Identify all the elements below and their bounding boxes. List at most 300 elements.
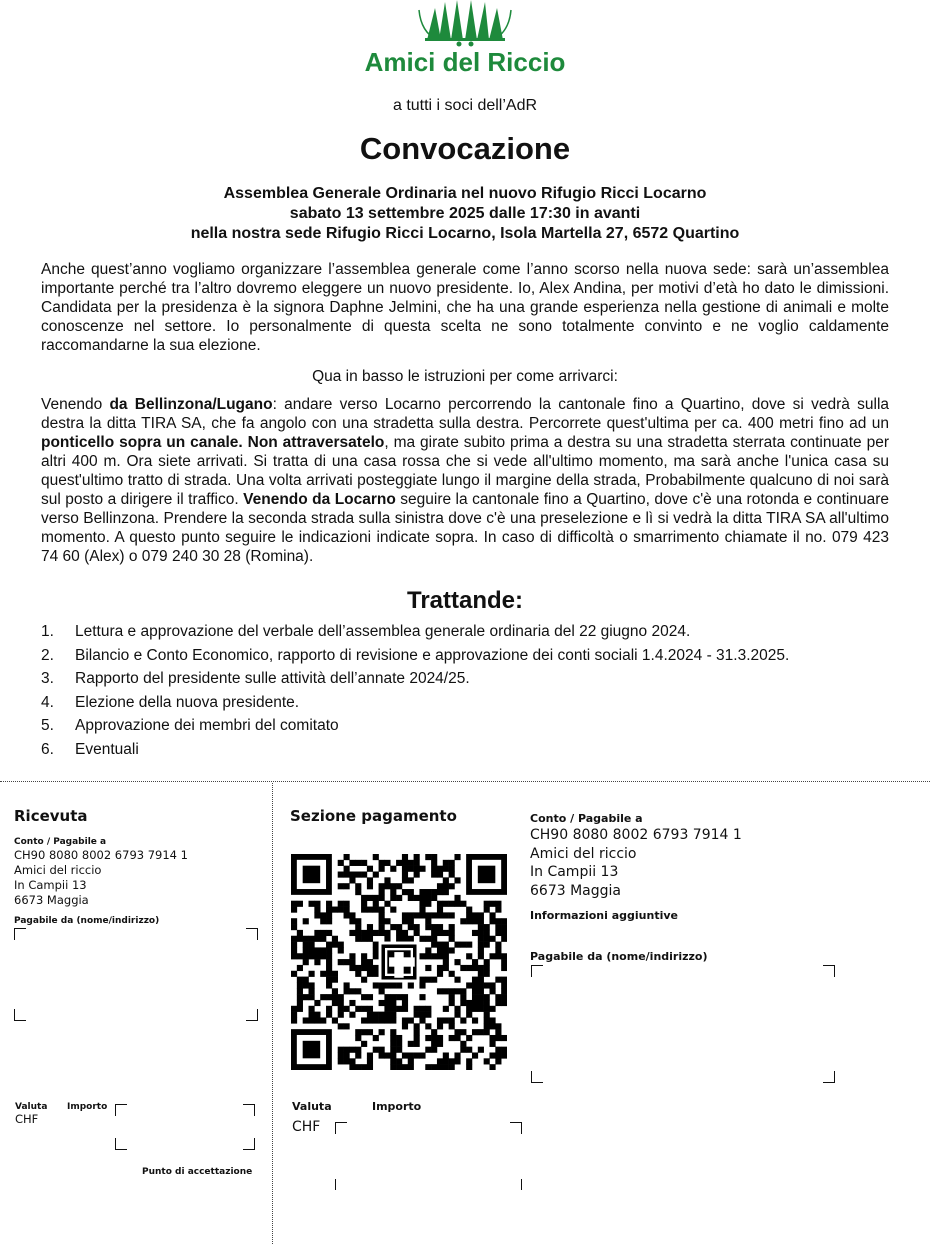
- payable-by-box-corner: [531, 1071, 543, 1083]
- payment-creditor-city: 6673 Maggia: [530, 882, 621, 899]
- qr-module: [326, 1012, 332, 1018]
- agenda-item: [41, 693, 901, 717]
- qr-module: [419, 953, 425, 959]
- qr-module: [367, 965, 373, 971]
- qr-module: [367, 877, 373, 883]
- qr-module: [454, 1058, 460, 1064]
- qr-module: [425, 1047, 431, 1053]
- qr-module: [419, 994, 425, 1000]
- qr-module: [344, 912, 350, 918]
- qr-module: [297, 994, 303, 1000]
- qr-module: [449, 883, 455, 889]
- qr-module: [425, 895, 431, 901]
- qr-module: [478, 1029, 484, 1035]
- qr-module: [344, 901, 350, 907]
- qr-module: [332, 942, 338, 948]
- qr-module: [379, 1029, 385, 1035]
- payment-iban: CH90 8080 8002 6793 7914 1: [530, 827, 742, 843]
- qr-module: [489, 1064, 495, 1070]
- qr-module: [390, 1006, 396, 1012]
- qr-module: [466, 1000, 472, 1006]
- directions-text: seguire la cantonale fino a Quartino, dove c'è una rotonda e continuare verso Bellinzona. Prendere la seconda strada sulla sinistra dove c'è una preselezione e lì si vedrà la ditta TIRA SA all'ultimo momento. A questo punto seguire le indicazioni indicate sopra. In caso di difficoltà o smarrimento chiamate il no. 079 423 74 60 (Alex) o 079 240 30 28 (Romina).: [41, 491, 889, 565]
- qr-module: [338, 959, 344, 965]
- qr-module: [361, 895, 367, 901]
- qr-module: [443, 883, 449, 889]
- qr-module: [402, 889, 408, 895]
- directions-text: , ma girate subito prima a destra su una stradetta sterrata continuate per altri 400 m. Ora siete arrivati. Si tratta di una casa rossa che si vede all'ultimo momento, ma sarà anche l'unica casa su quest'ultimo tratto di strada. Una volta arrivati posteggiate lungo il margine della strada, Probabilmente qualcuno di noi sarà sul posto a dirigere il traffico.: [41, 434, 889, 508]
- qr-module: [419, 907, 425, 913]
- qr-module: [460, 901, 466, 907]
- qr-module: [431, 930, 437, 936]
- qr-module: [484, 1017, 490, 1023]
- qr-module: [489, 1041, 495, 1047]
- qr-module: [414, 1041, 420, 1047]
- qr-module: [484, 1012, 490, 1018]
- qr-module: [501, 936, 507, 942]
- qr-module: [303, 942, 309, 948]
- qr-module: [419, 982, 425, 988]
- qr-module: [332, 936, 338, 942]
- qr-module: [495, 924, 501, 930]
- agenda-item-number: 5.: [41, 717, 54, 735]
- qr-module: [489, 1017, 495, 1023]
- qr-module: [437, 901, 443, 907]
- qr-module: [437, 988, 443, 994]
- payment-currency: CHF: [292, 1119, 321, 1135]
- qr-module: [291, 918, 297, 924]
- qr-module: [361, 1006, 367, 1012]
- payable-by-box-corner: [823, 1071, 835, 1083]
- qr-module: [384, 1006, 390, 1012]
- qr-module: [472, 1017, 478, 1023]
- qr-module: [326, 994, 332, 1000]
- qr-module: [338, 907, 344, 913]
- qr-module: [460, 1000, 466, 1006]
- qr-module: [355, 918, 361, 924]
- qr-module: [309, 901, 315, 907]
- qr-module: [402, 1017, 408, 1023]
- qr-module: [501, 977, 507, 983]
- qr-module: [419, 901, 425, 907]
- qr-module: [419, 866, 425, 872]
- agenda-item-number: 2.: [41, 646, 54, 664]
- qr-module: [437, 883, 443, 889]
- logo: [0, 0, 930, 80]
- qr-module: [314, 936, 320, 942]
- qr-module: [402, 912, 408, 918]
- payment-account-block: [530, 826, 742, 900]
- qr-module: [489, 1006, 495, 1012]
- qr-module: [472, 977, 478, 983]
- meeting-line: Assemblea Generale Ordinaria nel nuovo Rifugio Ricci Locarno: [223, 185, 707, 202]
- qr-module: [361, 860, 367, 866]
- qr-module: [431, 1029, 437, 1035]
- qr-module: [344, 982, 350, 988]
- agenda-item-number: 1.: [41, 623, 54, 640]
- payment-title: Sezione pagamento: [290, 807, 457, 825]
- qr-module: [431, 860, 437, 866]
- qr-module: [367, 883, 373, 889]
- amount-box-corner: [335, 1179, 336, 1190]
- payment-currency-label: Valuta: [292, 1100, 332, 1113]
- qr-module: [320, 1017, 326, 1023]
- receipt-title: Ricevuta: [14, 807, 88, 825]
- qr-module: [379, 988, 385, 994]
- qr-module: [349, 1058, 355, 1064]
- qr-module: [390, 924, 396, 930]
- qr-module: [443, 866, 449, 872]
- qr-module: [396, 895, 402, 901]
- qr-module: [454, 901, 460, 907]
- qr-module: [332, 988, 338, 994]
- qr-module: [460, 994, 466, 1000]
- qr-module: [326, 971, 332, 977]
- qr-module: [309, 1017, 315, 1023]
- qr-module: [390, 895, 396, 901]
- qr-module: [443, 930, 449, 936]
- qr-module: [437, 1017, 443, 1023]
- qr-module: [408, 1052, 414, 1058]
- qr-module: [501, 1000, 507, 1006]
- qr-module: [472, 994, 478, 1000]
- qr-module: [443, 1052, 449, 1058]
- qr-module: [355, 988, 361, 994]
- qr-module: [384, 918, 390, 924]
- qr-module: [396, 1041, 402, 1047]
- qr-module: [326, 907, 332, 913]
- qr-module: [495, 1029, 501, 1035]
- qr-module: [419, 912, 425, 918]
- qr-module: [408, 936, 414, 942]
- qr-module: [495, 953, 501, 959]
- qr-module: [478, 965, 484, 971]
- qr-module: [297, 930, 303, 936]
- qr-module: [314, 901, 320, 907]
- qr-module: [443, 959, 449, 965]
- qr-module: [425, 924, 431, 930]
- qr-module: [303, 994, 309, 1000]
- qr-module: [443, 912, 449, 918]
- qr-module: [484, 936, 490, 942]
- payable-by-box-corner: [14, 928, 26, 940]
- receipt-iban: CH90 8080 8002 6793 7914 1: [14, 848, 188, 862]
- qr-module: [489, 953, 495, 959]
- meeting-line: sabato 13 settembre 2025 dalle 17:30 in avanti: [289, 205, 641, 222]
- qr-module: [379, 918, 385, 924]
- qr-module: [414, 854, 420, 860]
- qr-module: [425, 1006, 431, 1012]
- qr-module: [484, 994, 490, 1000]
- qr-module: [291, 1012, 297, 1018]
- qr-module: [303, 866, 321, 884]
- qr-module: [349, 912, 355, 918]
- qr-module: [297, 1000, 303, 1006]
- qr-module: [425, 1064, 431, 1070]
- qr-module: [495, 907, 501, 913]
- qr-module: [367, 971, 373, 977]
- qr-module: [309, 971, 315, 977]
- qr-module: [466, 1064, 472, 1070]
- qr-module: [419, 936, 425, 942]
- qr-module: [320, 971, 326, 977]
- qr-module: [361, 936, 367, 942]
- qr-module: [437, 1064, 443, 1070]
- receipt-currency: CHF: [15, 1112, 39, 1126]
- qr-module: [495, 901, 501, 907]
- qr-module: [373, 1047, 379, 1053]
- qr-module: [449, 936, 455, 942]
- qr-module: [390, 1064, 396, 1070]
- qr-module: [402, 860, 408, 866]
- qr-module: [338, 1006, 344, 1012]
- qr-module: [367, 1058, 373, 1064]
- qr-module: [466, 965, 472, 971]
- qr-module: [338, 942, 344, 948]
- qr-module: [478, 918, 484, 924]
- qr-module: [437, 953, 443, 959]
- qr-module: [349, 930, 355, 936]
- qr-module: [449, 1035, 455, 1041]
- agenda-item-text: Approvazione dei membri del comitato: [75, 717, 339, 735]
- qr-module: [408, 1058, 414, 1064]
- agenda-item-text: Elezione della nuova presidente.: [75, 693, 300, 711]
- qr-module: [460, 1017, 466, 1023]
- receipt-payable-by-label: Pagabile da (nome/indirizzo): [14, 916, 160, 926]
- qr-module: [408, 982, 414, 988]
- qr-module: [454, 1052, 460, 1058]
- qr-module: [414, 860, 420, 866]
- qr-module: [489, 901, 495, 907]
- qr-module: [414, 1006, 420, 1012]
- qr-module: [361, 977, 367, 983]
- qr-module: [454, 1035, 460, 1041]
- qr-module: [495, 930, 501, 936]
- qr-module: [402, 936, 408, 942]
- qr-module: [349, 918, 355, 924]
- greeting: a tutti i soci dell’AdR: [392, 97, 538, 114]
- qr-module: [379, 883, 385, 889]
- meeting-line: nella nostra sede Rifugio Ricci Locarno, Isola Martella 27, 6572 Quartino: [190, 225, 740, 242]
- directions-text: Venendo: [41, 396, 110, 413]
- qr-module: [472, 918, 478, 924]
- qr-module: [431, 1041, 437, 1047]
- receipt-amount-label: Importo: [67, 1102, 108, 1112]
- qr-module: [484, 982, 490, 988]
- qr-module: [449, 1058, 455, 1064]
- qr-module: [379, 1000, 385, 1006]
- qr-module: [402, 872, 408, 878]
- qr-module: [291, 971, 297, 977]
- qr-module: [466, 982, 472, 988]
- qr-module: [367, 994, 373, 1000]
- qr-module: [501, 953, 507, 959]
- qr-module: [384, 901, 390, 907]
- payable-by-box-corner: [246, 1009, 258, 1021]
- qr-module: [326, 912, 332, 918]
- qr-module: [484, 907, 490, 913]
- qr-module: [373, 1017, 379, 1023]
- qr-module: [384, 860, 390, 866]
- qr-module: [332, 971, 338, 977]
- agenda-item-number: 4.: [41, 693, 54, 711]
- qr-module: [344, 854, 350, 860]
- qr-module: [390, 994, 396, 1000]
- qr-module: [396, 924, 402, 930]
- qr-module: [390, 866, 396, 872]
- qr-module: [414, 1029, 420, 1035]
- qr-module: [478, 1006, 484, 1012]
- qr-module: [495, 1047, 501, 1053]
- qr-module: [437, 1058, 443, 1064]
- qr-module: [396, 1058, 402, 1064]
- qr-module: [384, 982, 390, 988]
- qr-module: [389, 957, 415, 966]
- qr-module: [309, 1012, 315, 1018]
- qr-module: [390, 1058, 396, 1064]
- qr-module: [355, 1006, 361, 1012]
- payment-creditor-name: Amici del riccio: [530, 845, 637, 862]
- qr-module: [349, 959, 355, 965]
- qr-module: [355, 883, 361, 889]
- qr-module: [431, 1047, 437, 1053]
- qr-module: [414, 866, 420, 872]
- qr-module: [396, 1064, 402, 1070]
- qr-module: [495, 1052, 501, 1058]
- qr-module: [291, 936, 297, 942]
- qr-module: [390, 1017, 396, 1023]
- qr-module: [338, 1012, 344, 1018]
- qr-module: [437, 889, 443, 895]
- qr-module: [297, 982, 303, 988]
- qr-module: [309, 982, 315, 988]
- qr-module: [443, 860, 449, 866]
- qr-module: [396, 860, 402, 866]
- qr-module: [297, 1006, 303, 1012]
- qr-module: [431, 953, 437, 959]
- qr-module: [384, 883, 390, 889]
- qr-module: [419, 895, 425, 901]
- qr-module: [303, 977, 309, 983]
- amount-box-corner: [243, 1104, 255, 1116]
- qr-module: [361, 953, 367, 959]
- qr-module: [314, 947, 320, 953]
- qr-module: [390, 1052, 396, 1058]
- qr-module: [472, 988, 478, 994]
- agenda-item: [41, 740, 901, 764]
- meeting-details: [0, 184, 930, 244]
- qr-module: [449, 860, 455, 866]
- directions-paragraph: [41, 395, 889, 566]
- qr-module: [466, 1058, 472, 1064]
- qr-module: [367, 866, 373, 872]
- qr-module: [437, 912, 443, 918]
- qr-module: [454, 1012, 460, 1018]
- qr-module: [309, 942, 315, 948]
- qr-module: [437, 1035, 443, 1041]
- qr-module: [355, 924, 361, 930]
- qr-module: [472, 959, 478, 965]
- qr-module: [484, 1058, 490, 1064]
- qr-module: [390, 1047, 396, 1053]
- qr-module: [460, 918, 466, 924]
- qr-module: [408, 877, 414, 883]
- qr-module: [431, 1035, 437, 1041]
- qr-module: [361, 959, 367, 965]
- qr-module: [314, 953, 320, 959]
- qr-module: [338, 1047, 344, 1053]
- qr-module: [460, 965, 466, 971]
- qr-module: [495, 1000, 501, 1006]
- qr-module: [478, 930, 484, 936]
- qr-module: [338, 872, 344, 878]
- qr-module: [501, 982, 507, 988]
- qr-module: [384, 1017, 390, 1023]
- qr-module: [419, 977, 425, 983]
- qr-module: [332, 1017, 338, 1023]
- page-title: Convocazione: [359, 131, 571, 166]
- qr-module: [408, 924, 414, 930]
- qr-module: [332, 994, 338, 1000]
- qr-module: [454, 895, 460, 901]
- qr-module: [449, 924, 455, 930]
- qr-module: [472, 1000, 478, 1006]
- agenda-item-text: Lettura e approvazione del verbale dell’assemblea generale ordinaria del 22 giugno 2024.: [75, 623, 691, 640]
- qr-module: [338, 947, 344, 953]
- qr-module: [466, 1006, 472, 1012]
- qr-module: [489, 988, 495, 994]
- qr-module: [379, 930, 385, 936]
- qr-module: [338, 1023, 344, 1029]
- qr-module: [495, 1035, 501, 1041]
- qr-module: [320, 936, 326, 942]
- qr-module: [291, 947, 297, 953]
- qr-module: [314, 959, 320, 965]
- qr-module: [314, 907, 320, 913]
- qr-module: [396, 982, 402, 988]
- qr-module: [454, 988, 460, 994]
- amount-box-corner: [115, 1138, 127, 1150]
- qr-module: [384, 1012, 390, 1018]
- qr-module: [431, 895, 437, 901]
- qr-module: [297, 965, 303, 971]
- qr-module: [349, 877, 355, 883]
- qr-module: [495, 994, 501, 1000]
- qr-module: [367, 907, 373, 913]
- qr-module: [326, 959, 332, 965]
- qr-module: [437, 1023, 443, 1029]
- qr-module: [443, 988, 449, 994]
- qr-module: [396, 1035, 402, 1041]
- qr-module: [408, 918, 414, 924]
- qr-module: [495, 947, 501, 953]
- qr-module: [367, 1006, 373, 1012]
- qr-module: [466, 1035, 472, 1041]
- qr-module: [431, 889, 437, 895]
- qr-module: [355, 1047, 361, 1053]
- qr-module: [379, 895, 385, 901]
- qr-module: [361, 1041, 367, 1047]
- qr-module: [379, 1052, 385, 1058]
- qr-module: [355, 930, 361, 936]
- qr-module: [449, 912, 455, 918]
- qr-module: [431, 942, 437, 948]
- qr-module: [355, 965, 361, 971]
- qr-module: [320, 912, 326, 918]
- qr-module: [501, 988, 507, 994]
- qr-module: [454, 959, 460, 965]
- qr-module: [443, 947, 449, 953]
- qr-module: [489, 1052, 495, 1058]
